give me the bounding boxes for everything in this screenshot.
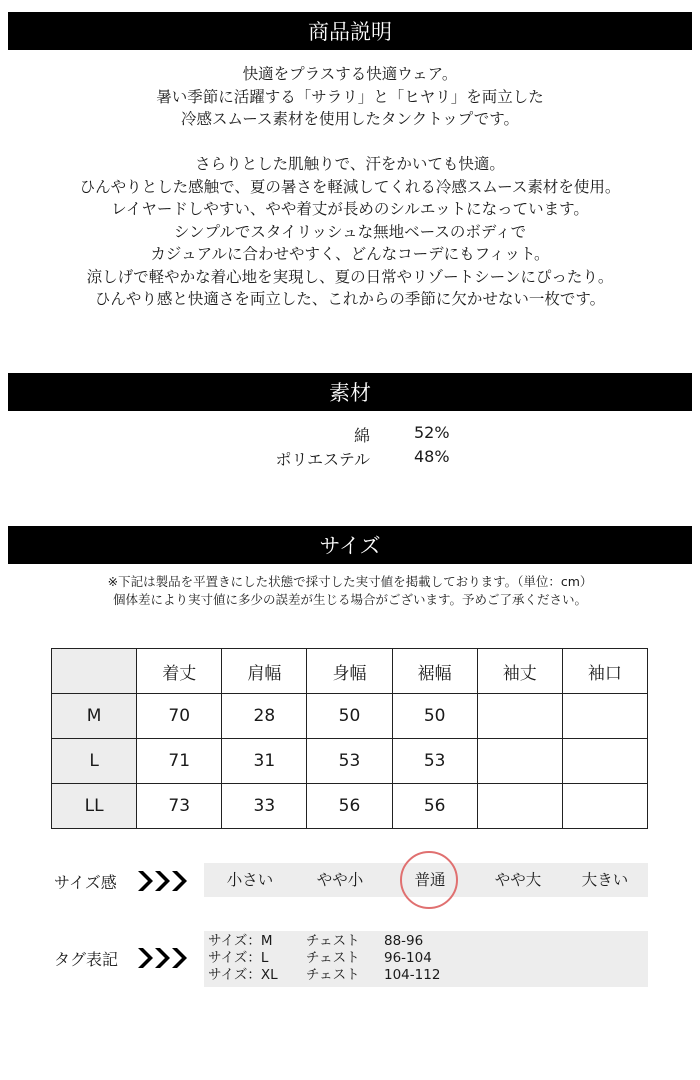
column-header-length: 着丈 [137,649,222,694]
tag-label: タグ表記 [54,950,119,969]
fit-option-large: 大きい [581,871,629,889]
size-note-line: 個体差により実寸値に多少の誤差が生じる場合がございます。予めご了承ください。 [112,592,587,607]
tag-line [204,933,648,950]
description-paragraph-2 [0,153,700,311]
table-row [52,784,648,829]
tag-size: サイズ：M [208,933,273,949]
size-label-m: M [52,694,137,739]
tag-chest-range: 88-96 [384,933,424,949]
column-header-cuff: 袖口 [562,649,647,694]
fit-option-slightly-large: やや大 [494,871,542,889]
fit-option-small: 小さい [226,871,274,889]
table-row [52,739,648,784]
description-line: 暑い季節に活躍する「サラリ」と「ヒヤリ」を両立した [156,87,544,106]
description-header: 商品説明 [8,12,692,50]
table-cell: 50 [392,694,477,739]
table-cell: 71 [137,739,222,784]
description-line: 冷感スムース素材を使用したタンクトップです。 [181,110,519,128]
description-line: さらりとした肌触りで、汗をかいても快適。 [195,155,505,173]
fit-selected-circle [400,851,458,909]
description-line: ひんやりとした感触で、夏の暑さを軽減してくれる冷感スムース素材を使用。 [79,177,621,196]
triple-chevron-right-icon [138,868,192,894]
size-table-corner [52,649,137,694]
description-paragraph-1 [0,63,700,131]
column-header-shoulder: 肩幅 [222,649,307,694]
table-cell: 50 [307,694,392,739]
table-cell: 31 [222,739,307,784]
material-percent: 52% [414,423,450,442]
table-cell: 53 [307,739,392,784]
table-cell: 53 [392,739,477,784]
triple-chevron-right-icon [138,945,192,971]
tag-chest-label: チェスト [306,967,360,983]
material-header: 素材 [8,373,692,411]
tag-chest-label: チェスト [306,950,360,966]
tag-chest-label: チェスト [306,933,360,949]
table-cell: 28 [222,694,307,739]
table-row [52,694,648,739]
fit-option-normal: 普通 [414,871,446,889]
material-name: ポリエステル [275,450,370,469]
tag-chest-range: 104-112 [384,967,441,983]
description-line: 涼しげで軽やかな着心地を実現し、夏の日常やリゾートシーンにぴったり。 [86,267,614,286]
column-header-sleeve-length: 袖丈 [477,649,562,694]
fit-label: サイズ感 [54,873,117,892]
description-line: カジュアルに合わせやすく、どんなコーデにもフィット。 [150,245,550,263]
material-row-polyester [0,447,700,471]
description-line: レイヤードしやすい、やや着丈が長めのシルエットになっています。 [111,200,589,218]
table-cell [477,694,562,739]
description-line: シンプルでスタイリッシュな無地ベースのボディで [173,222,527,241]
tag-line [204,950,648,967]
table-cell: 56 [307,784,392,829]
fit-option-slightly-small: やや小 [316,871,364,889]
table-cell: 70 [137,694,222,739]
material-name: 綿 [353,426,370,445]
table-cell [477,784,562,829]
size-notes [0,573,700,609]
size-header: サイズ [8,526,692,564]
table-cell [562,739,647,784]
table-cell: 33 [222,784,307,829]
table-cell [562,784,647,829]
tag-box [204,931,648,987]
column-header-hem-width: 裾幅 [392,649,477,694]
table-cell: 73 [137,784,222,829]
table-cell [562,694,647,739]
material-percent: 48% [414,447,450,466]
description-line: 快適をプラスする快適ウェア。 [242,65,458,83]
size-label-ll: LL [52,784,137,829]
column-header-chest-width: 身幅 [307,649,392,694]
size-label-l: L [52,739,137,784]
tag-size: サイズ：XL [208,967,278,983]
size-table [51,648,648,829]
table-cell [477,739,562,784]
size-table-header-row [52,649,648,694]
description-line: ひんやり感と快適さを両立した、これからの季節に欠かせない一枚です。 [94,290,606,308]
size-note-line: ※下記は製品を平置きにした状態で採寸した実寸値を掲載しております。（単位：cm） [107,574,593,589]
tag-line [204,967,648,984]
table-cell: 56 [392,784,477,829]
tag-size: サイズ：L [208,950,269,966]
tag-chest-range: 96-104 [384,950,432,966]
material-row-cotton [0,423,700,447]
